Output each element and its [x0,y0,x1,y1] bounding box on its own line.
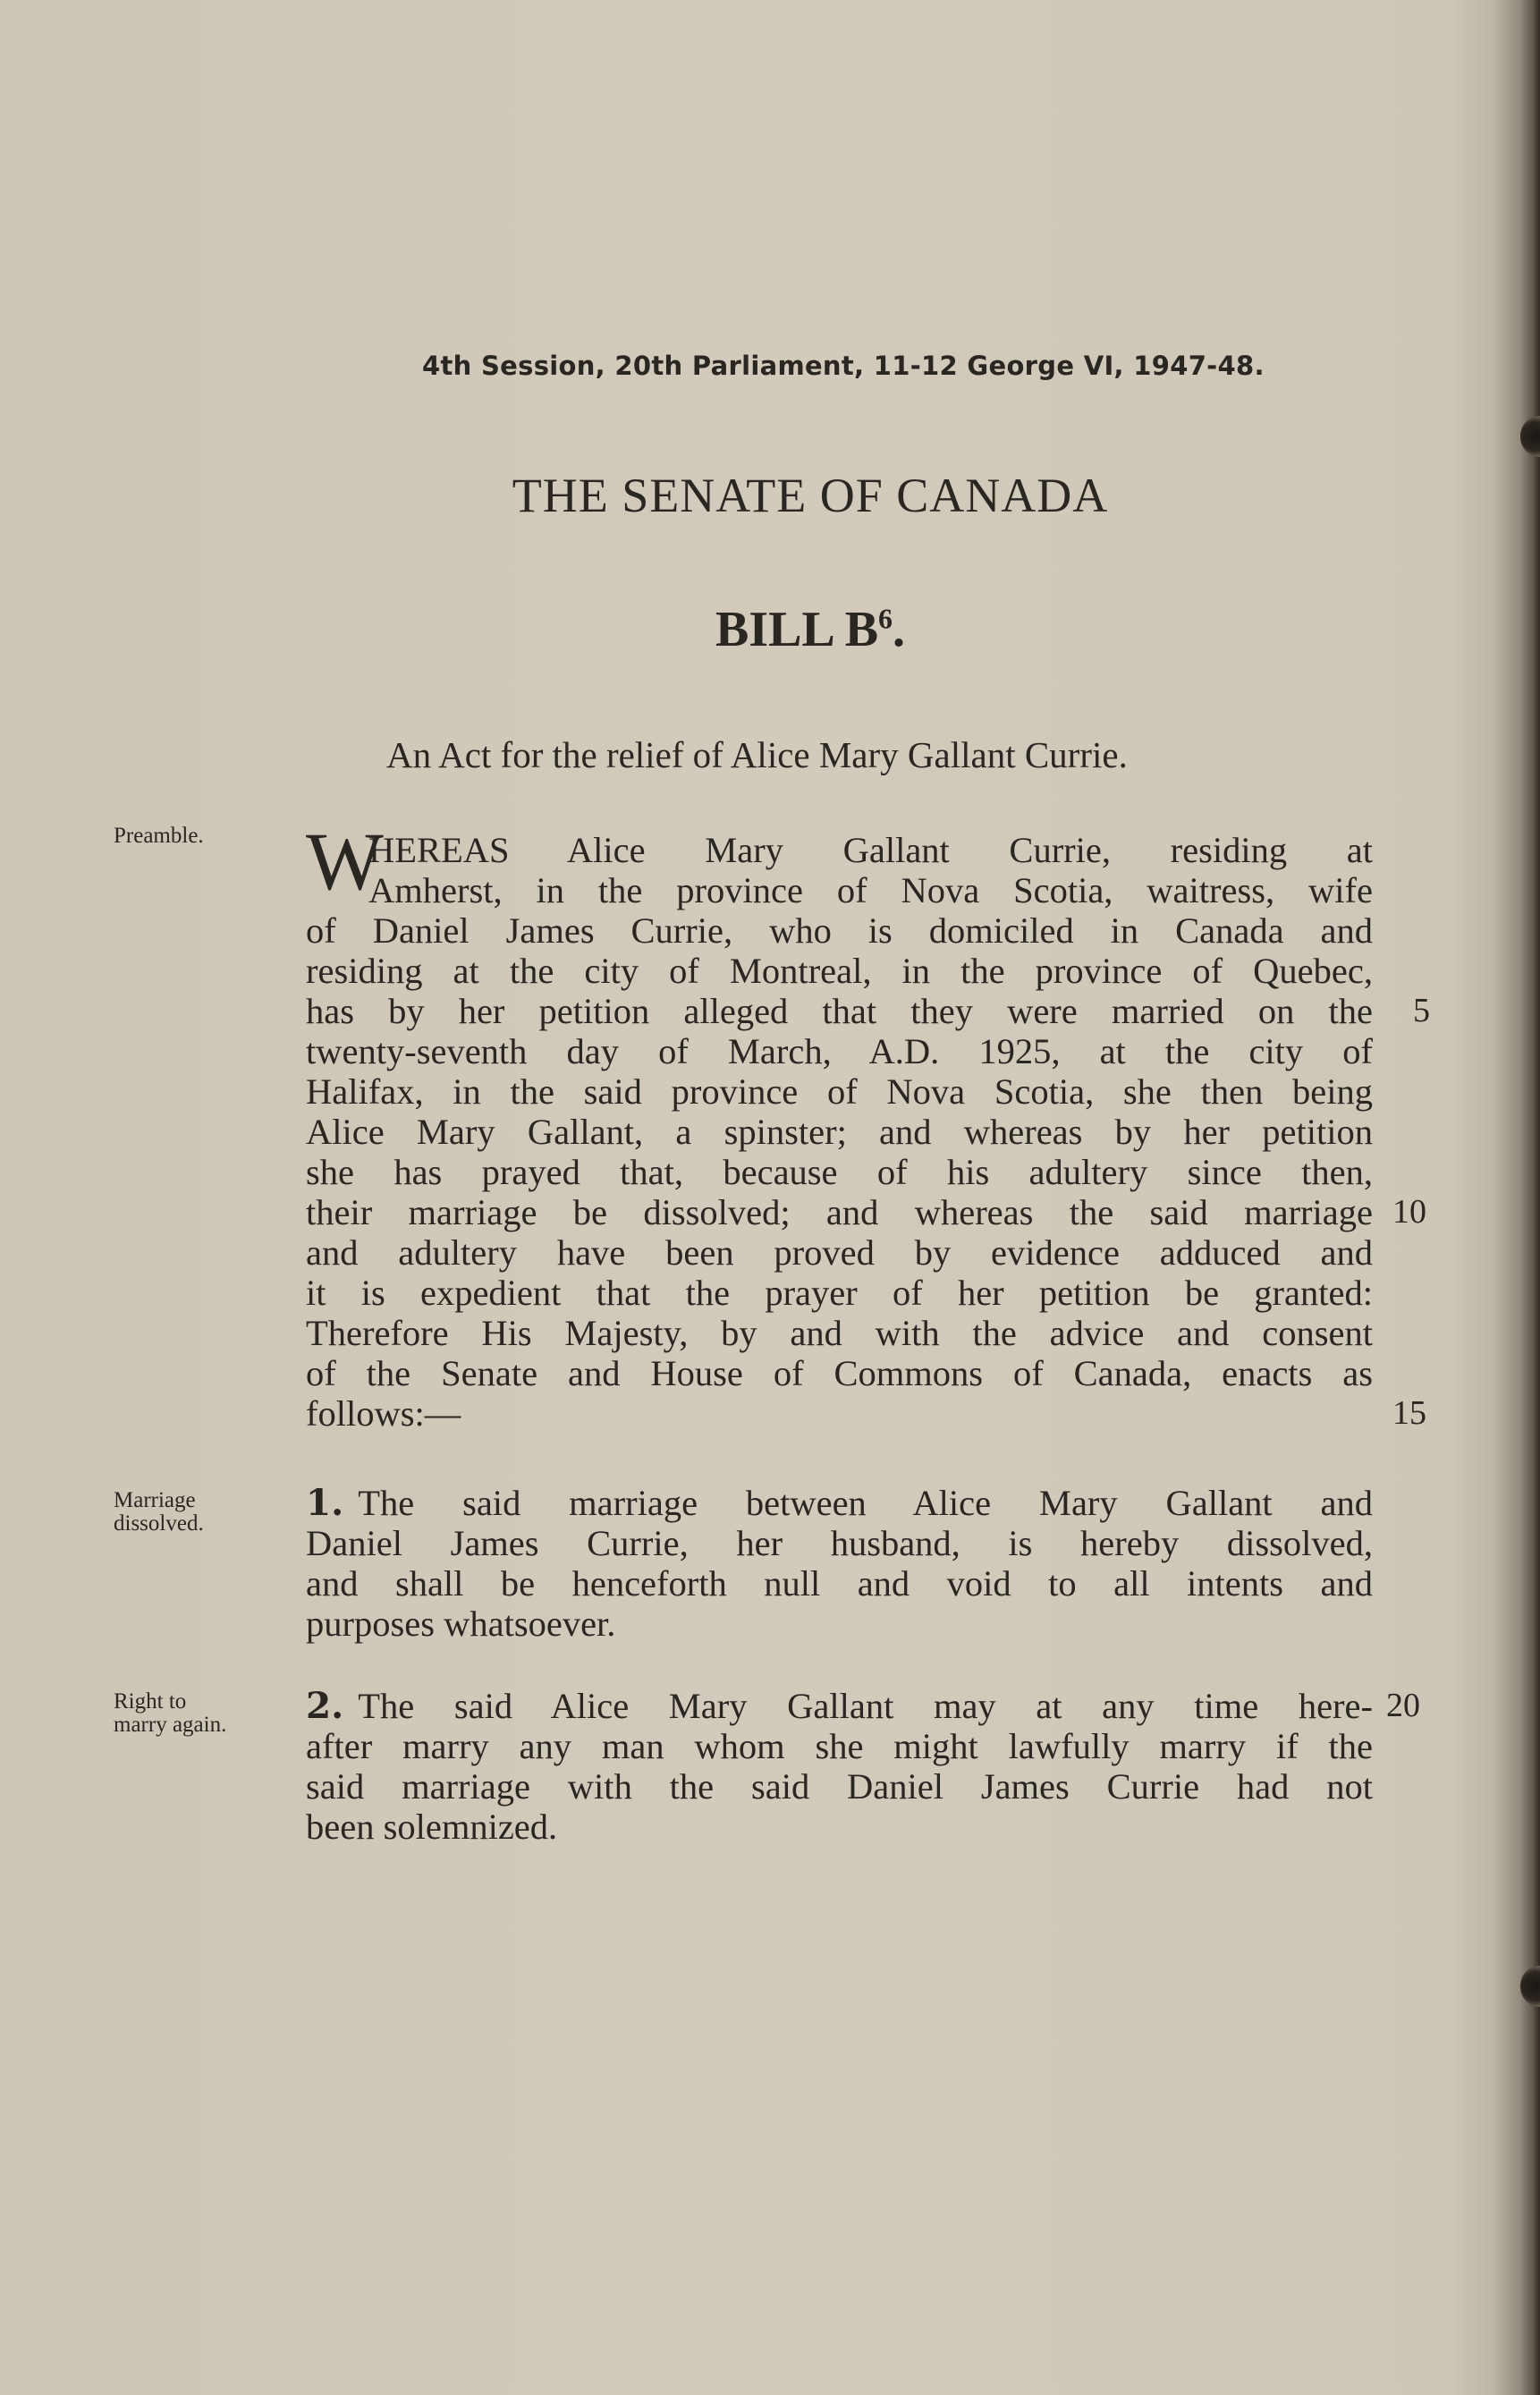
preamble-line-11: and adultery have been proved by evidence adduced and [306,1232,1373,1273]
section1-line-2: Daniel James Currie, her husband, is hereby dissolved, [306,1523,1373,1563]
margin-note-line: Right to [114,1689,187,1714]
bill-number [0,601,1540,658]
margin-note-line: dissolved. [114,1511,204,1536]
section1-line-1 [306,1483,1373,1523]
preamble-line-10: their marriage be dissolved; and whereas the said marriage [306,1192,1373,1232]
preamble-line-8: Alice Mary Gallant, a spinster; and whereas by her petition [306,1112,1373,1152]
document-title: THE SENATE OF CANADA [512,469,1109,522]
section2-line-1-wrap [306,1686,1373,1726]
preamble-line-3: of Daniel James Currie, who is domiciled in Canada and [306,910,1373,951]
drop-cap: W [306,816,384,907]
preamble-line-7: Halifax, in the said province of Nova Scotia, she then being [306,1071,1373,1112]
margin-note-preamble: Preamble. [114,824,204,848]
section2-line-2: after marry any man whom she might lawfully marry if the [306,1726,1373,1766]
section2-line-3: said marriage with the said Daniel James Currie had not [306,1766,1373,1807]
preamble-line-9: she has prayed that, because of his adultery since then, [306,1152,1373,1192]
line-number-20: 20 [1386,1687,1420,1724]
bill-superscript: 6 [878,602,893,635]
section2-number: 2. [306,1684,344,1727]
section1-line-4: purposes whatsoever. [306,1604,616,1644]
preamble-line-6: twenty-seventh day of March, A.D. 1925, at the city of [306,1031,1373,1071]
act-subtitle: An Act for the relief of Alice Mary Gallant Currie. [386,734,1128,775]
margin-note-line: Marriage [114,1488,196,1512]
preamble-line-14: of the Senate and House of Commons of Canada, enacts as [306,1353,1373,1393]
margin-note-marriage-dissolved [114,1489,283,1536]
preamble-line-12: it is expedient that the prayer of her petition be granted: [306,1273,1373,1313]
margin-note-right-to-marry [114,1690,283,1737]
line-number-5: 5 [1413,992,1430,1029]
preamble-line-15: follows:— [306,1393,461,1434]
bill-label: BILL B [715,602,879,657]
section1-line-1-text: The said marriage between Alice Mary Gallant and [358,1483,1373,1523]
section2-line-1 [306,1686,1373,1726]
preamble-line-1: HEREAS Alice Mary Gallant Currie, residing at [368,830,1373,870]
section2-line-1-text: The said Alice Mary Gallant may at any time here- [358,1686,1373,1726]
preamble-line-13: Therefore His Majesty, by and with the advice and consent [306,1313,1373,1353]
section1-number: 1. [306,1481,344,1524]
bill-suffix: . [893,602,906,657]
line-number-15: 15 [1392,1394,1426,1432]
section1-line-3: and shall be henceforth null and void to all intents and [306,1563,1373,1604]
preamble-line-2: Amherst, in the province of Nova Scotia, waitress, wife [368,870,1373,910]
margin-note-line: marry again. [114,1713,227,1737]
section2-line-4: been solemnized. [306,1807,558,1847]
page-binding-edge [1520,0,1540,2395]
preamble-line-5: has by her petition alleged that they were married on the [306,991,1373,1031]
section1-line-1-wrap [306,1483,1373,1523]
session-header: 4th Session, 20th Parliament, 11-12 George VI, 1947-48. [422,351,1265,381]
preamble-line-4: residing at the city of Montreal, in the province of Quebec, [306,951,1373,991]
line-number-10: 10 [1392,1193,1426,1231]
